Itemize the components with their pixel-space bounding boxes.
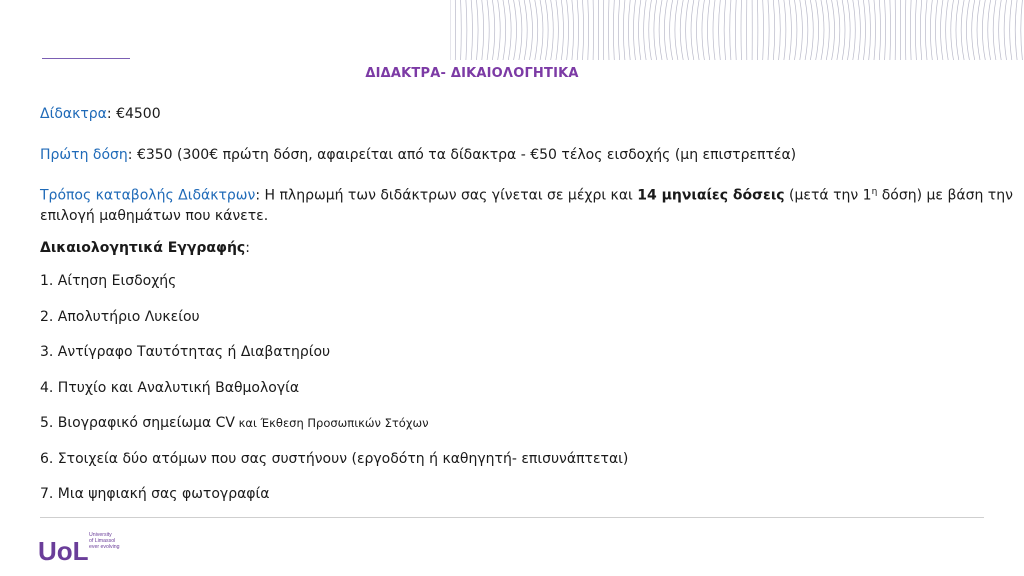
list-item: 7. Μια ψηφιακή σας φωτογραφία [40, 486, 270, 502]
requirements-list [40, 270, 628, 519]
footer-divider [40, 517, 984, 518]
payment-paragraph [40, 182, 1018, 226]
list-item: 4. Πτυχίο και Αναλυτική Βαθμολογία [40, 379, 300, 396]
payment-label: Τρόπος καταβολής Διδάκτρων [40, 187, 256, 204]
university-logo [38, 530, 138, 570]
page-title: ΔΙΔΑΚΤΡΑ- ΔΙΚΑΙΟΛΟΓΗΤΙΚΑ [365, 66, 579, 81]
list-item: 2. Απολυτήριο Λυκείου [40, 308, 200, 325]
payment-text: : Η πληρωμή των διδάκτρων σας γίνεται σε μέχρι και [255, 187, 638, 204]
list-item [40, 412, 628, 448]
list-item-small-text: και Έκθεση Προσωπικών Στόχων [234, 416, 429, 430]
requirements-heading [40, 238, 1018, 258]
payment-installments: 14 μηνιαίες δόσεις [637, 187, 785, 204]
payment-superscript: η [871, 187, 878, 197]
logo-line-1: University [89, 532, 112, 538]
first-installment-value: : €350 (300€ πρώτη δόση, αφαιρείται από τα δίδακτρα - €50 τέλος εισδοχής (μη επιστρεπτέα) [127, 147, 797, 163]
logo-line-2: of Limassol [89, 538, 116, 544]
logo-mark: UoL [38, 536, 89, 566]
logo-wordmark [89, 532, 120, 550]
fees-label: Δίδακτρα [40, 106, 107, 122]
decorative-wave-pattern [450, 0, 1024, 60]
list-item: 6. Στοιχεία δύο ατόμων που σας συστήνουν (εργοδότη ή καθηγητή- επισυνάπτεται) [40, 450, 629, 467]
list-item: 3. Αντίγραφο Ταυτότητας ή Διαβατηρίου [40, 344, 331, 360]
first-installment-label: Πρώτη δόση [40, 147, 128, 163]
payment-text-end: δόση) με βάση την [877, 187, 1013, 204]
list-item-text: 5. Βιογραφικό σημείωμα CV [40, 415, 235, 431]
header-accent-line [42, 58, 130, 59]
payment-text-after: (μετά την 1 [784, 187, 872, 204]
fees-paragraph [40, 104, 1018, 124]
logo-line-3: ever evolving [89, 544, 120, 550]
requirements-heading-text: Δικαιολογητικά Εγγραφής [40, 240, 246, 256]
list-item: 1. Αίτηση Εισδοχής [40, 273, 177, 289]
fees-value: : €4500 [106, 106, 161, 122]
first-installment-paragraph [40, 145, 1018, 165]
payment-line2: επιλογή μαθημάτων που κάνετε. [40, 207, 269, 224]
requirements-heading-suffix: : [245, 240, 250, 256]
